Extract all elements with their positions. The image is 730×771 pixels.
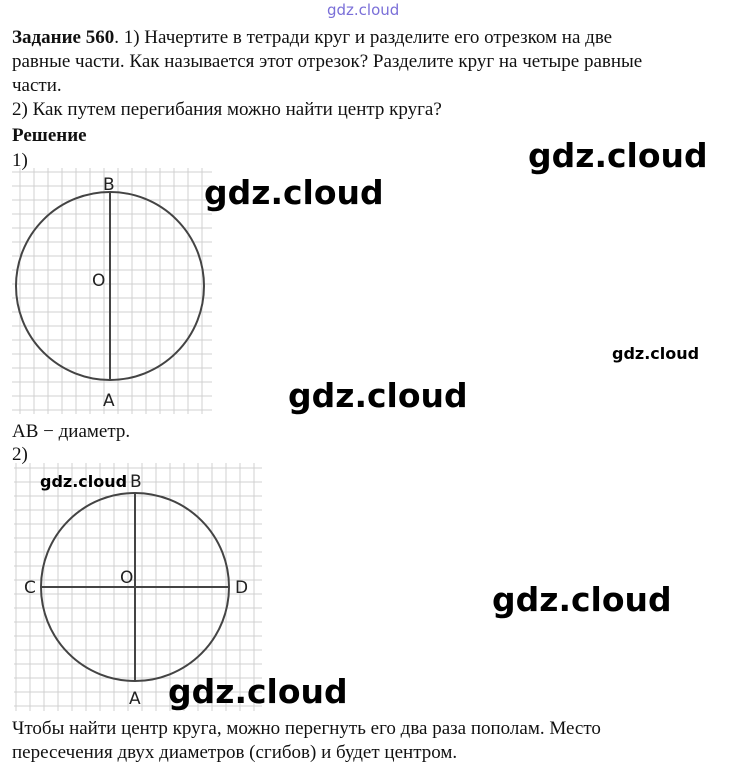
watermark-2: gdz.cloud (204, 173, 384, 212)
watermark-1: gdz.cloud (528, 136, 708, 175)
conclusion-line-1: Чтобы найти центр круга, можно перегнуть его два раза пополам. Место (12, 718, 601, 739)
watermark-top: gdz.cloud (327, 1, 400, 19)
task-line-1-text: . 1) Начертите в тетради круг и разделите его отрезком на две (114, 27, 613, 48)
figure2-label-b: B (130, 472, 142, 492)
figure1-label-o: O (92, 271, 106, 291)
task-number: Задание 560 (12, 27, 115, 48)
watermark-4: gdz.cloud (288, 376, 468, 415)
figure1-label-b: B (103, 175, 115, 195)
figure2-label-a: A (129, 689, 141, 709)
figure1-circle-diagram (12, 168, 212, 414)
figure1-label-a: A (103, 391, 115, 411)
part1-label: 1) (12, 150, 28, 171)
watermark-6: gdz.cloud (492, 580, 672, 619)
figure2-label-o: O (120, 568, 134, 588)
task-line-2: равные части. Как называется этот отрезок? Разделите круг на четыре равные (12, 51, 643, 72)
solution-heading: Решение (12, 125, 87, 146)
task-line-3: части. (12, 75, 62, 96)
task-line-4: 2) Как путем перегибания можно найти центр круга? (12, 99, 442, 120)
watermark-7: gdz.cloud (168, 672, 348, 711)
part1-caption: AB − диаметр. (12, 421, 131, 442)
figure2-label-d: D (235, 578, 249, 598)
conclusion-line-2: пересечения двух диаметров (сгибов) и будет центром. (12, 742, 458, 763)
part2-label: 2) (12, 444, 28, 465)
watermark-3: gdz.cloud (612, 344, 700, 363)
figure2-label-c: C (24, 578, 36, 598)
task-line-1 (12, 26, 612, 49)
watermark-5: gdz.cloud (40, 472, 128, 491)
figure1-grid (12, 168, 212, 414)
